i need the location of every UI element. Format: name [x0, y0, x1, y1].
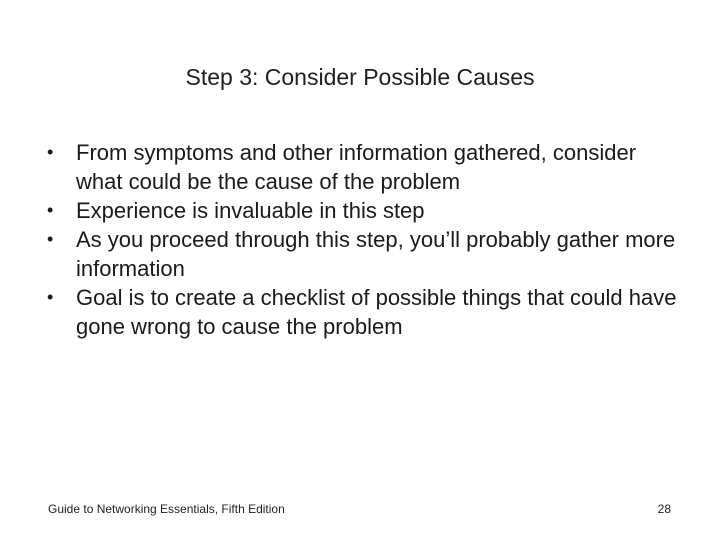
bullet-text: As you proceed through this step, you’ll probably gather more information: [76, 227, 676, 281]
bullet-marker: •: [47, 287, 54, 307]
bullet-item: [47, 225, 687, 283]
bullet-list: [47, 138, 687, 341]
bullet-marker: •: [47, 229, 54, 249]
bullet-item: [47, 138, 687, 196]
bullet-text: From symptoms and other information gathered, consider what could be the cause of the problem: [76, 140, 637, 194]
page-number: 28: [657, 502, 671, 516]
bullet-text: Experience is invaluable in this step: [76, 198, 425, 223]
bullet-item: [47, 196, 687, 225]
bullet-item: [47, 283, 687, 341]
slide-title: Step 3: Consider Possible Causes: [185, 64, 535, 90]
bullet-marker: •: [47, 142, 54, 162]
footer-text: Guide to Networking Essentials, Fifth Edition: [48, 502, 285, 516]
bullet-text: Goal is to create a checklist of possible things that could have gone wrong to cause the problem: [76, 285, 677, 339]
bullet-marker: •: [47, 200, 54, 220]
